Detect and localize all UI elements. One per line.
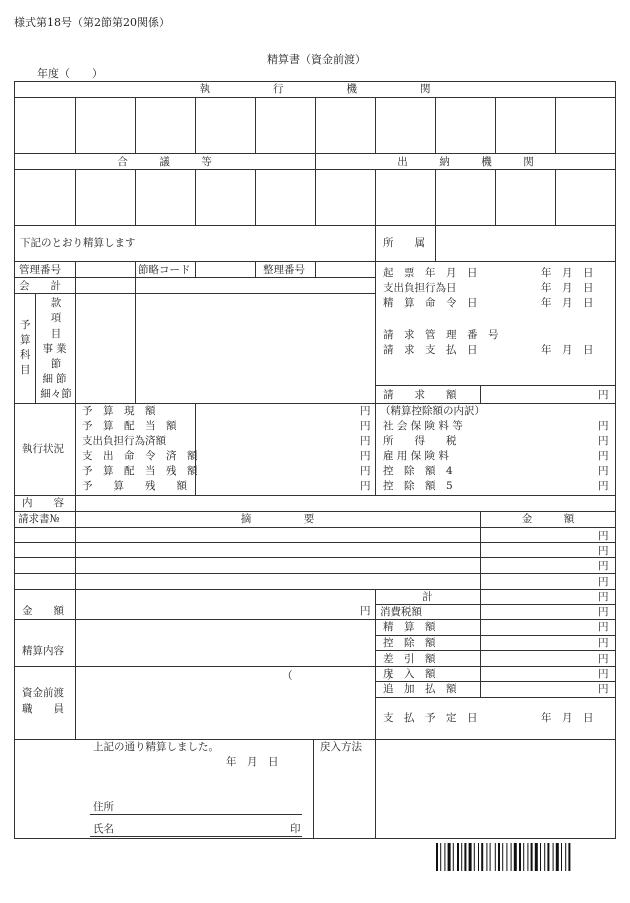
execution-agency-label: 執 行 機 関 <box>199 83 431 95</box>
deductions-heading: （精算控除額の内訳） <box>380 405 485 417</box>
deduction-row-2: 雇 用 保 険 料 <box>383 450 449 462</box>
amount-unit: 円 <box>360 605 371 617</box>
summary-unit-1: 円 <box>598 606 609 618</box>
exec-row-1: 予 算 配 当 額 <box>82 420 177 432</box>
ref-no-label: 整理番号 <box>263 264 305 276</box>
summary-label-5: 戻 入 額 <box>383 668 436 680</box>
budget-group-label: 予算科目 <box>20 319 31 376</box>
exec-unit-2: 円 <box>360 435 371 447</box>
accounting-label: 会 計 <box>19 280 61 292</box>
summary-unit-6: 円 <box>598 683 609 695</box>
fiscal-year: 年度（ ） <box>37 67 103 80</box>
execution-status-label: 執行状況 <box>22 443 64 455</box>
summary-unit-0: 円 <box>598 591 609 603</box>
deduction-row-4: 控 除 額 5 <box>383 480 453 492</box>
claims-header-amount: 金 額 <box>521 513 575 525</box>
settlement-details-label: 精算内容 <box>22 645 64 657</box>
mgmt-no-label: 管理番号 <box>19 264 61 276</box>
payment-date-value: 年 月 日 <box>541 712 594 724</box>
advance-officer-label-1: 資金前渡 <box>22 687 64 699</box>
claims-row-unit-1: 円 <box>598 545 609 557</box>
summary-unit-2: 円 <box>598 621 609 633</box>
info-value-2: 年 月 日 <box>541 297 594 309</box>
statement-text: 下記のとおり精算します <box>20 237 136 249</box>
contents-label: 内 容 <box>22 497 64 509</box>
budget-line-setsu: 節 <box>50 358 62 370</box>
summary-label-2: 精 算 額 <box>383 621 436 633</box>
affiliation-label: 所 属 <box>383 237 425 249</box>
summary-label-4: 差 引 額 <box>383 653 436 665</box>
barcode-image <box>436 843 608 871</box>
exec-row-0: 予 算 現 額 <box>82 405 156 417</box>
claims-header-no: 請求書№ <box>18 513 60 525</box>
budget-line-kan: 款 <box>50 297 62 309</box>
summary-label-3: 控 除 額 <box>383 637 436 649</box>
deduction-row-3: 控 除 額 4 <box>383 465 453 477</box>
exec-unit-0: 円 <box>360 405 371 417</box>
info-value-1: 年 月 日 <box>541 282 594 294</box>
info-label-4: 請 求 支 払 日 <box>383 344 478 356</box>
info-value-0: 年 月 日 <box>541 267 594 279</box>
summary-unit-5: 円 <box>598 668 609 680</box>
info-label-3: 請 求 管 理 番 号 <box>383 329 499 341</box>
claims-row-unit-3: 円 <box>598 576 609 588</box>
budget-line-kou: 項 <box>50 312 62 324</box>
deduction-unit-2: 円 <box>598 450 609 462</box>
exec-unit-5: 円 <box>360 480 371 492</box>
advance-officer-label-2: 職 員 <box>22 703 64 715</box>
exec-unit-4: 円 <box>360 465 371 477</box>
summary-unit-4: 円 <box>598 653 609 665</box>
summary-label-1: 消費税額 <box>380 606 422 618</box>
form-number: 様式第18号（第2節第20関係） <box>14 16 170 29</box>
budget-code-label: 節略コード <box>138 264 191 276</box>
claims-row-unit-2: 円 <box>598 560 609 572</box>
exec-row-5: 予 算 残 額 <box>82 480 187 492</box>
council-label: 合 議 等 <box>117 156 212 168</box>
treasury-label: 出 納 機 関 <box>397 156 534 168</box>
budget-line-saisetsu: 細節 <box>42 373 70 385</box>
info-label-1: 支出負担行為日 <box>383 282 457 294</box>
amount-label: 金 額 <box>22 605 64 617</box>
budget-line-jigyo: 事業 <box>42 343 70 355</box>
deduction-row-0: 社 会 保 険 料 等 <box>383 420 463 432</box>
exec-row-2: 支出負担行為済額 <box>82 435 166 447</box>
exec-unit-1: 円 <box>360 420 371 432</box>
exec-row-3: 支 出 命 令 済 額 <box>82 450 198 462</box>
deduction-unit-3: 円 <box>598 465 609 477</box>
claim-amount-unit: 円 <box>598 389 609 401</box>
deduction-row-1: 所 得 税 <box>383 435 457 447</box>
payment-date-label: 支 払 予 定 日 <box>383 712 478 724</box>
footer-date: 年 月 日 <box>226 756 279 768</box>
page-title: 精算書（資金前渡） <box>267 53 366 66</box>
claims-header-summary: 摘 要 <box>240 513 315 525</box>
summary-label-6: 追 加 払 額 <box>383 683 457 695</box>
seal-mark: 印 <box>290 823 301 835</box>
budget-line-saisaisetsu: 細々節 <box>40 388 72 400</box>
info-label-2: 精 算 命 令 日 <box>383 297 478 309</box>
info-label-0: 起 票 年 月 日 <box>383 267 478 279</box>
summary-unit-3: 円 <box>598 637 609 649</box>
summary-label-0: 計 <box>422 591 433 603</box>
footer-statement: 上記の通り精算しました。 <box>93 741 219 753</box>
name-label: 氏名 <box>93 823 114 835</box>
claims-row-unit-0: 円 <box>598 530 609 542</box>
claim-amount-label: 請 求 額 <box>383 389 457 401</box>
advance-officer-paren: （ ） <box>282 670 398 682</box>
deduction-unit-0: 円 <box>598 420 609 432</box>
deduction-unit-4: 円 <box>598 480 609 492</box>
refund-method-label: 戻入方法 <box>320 741 362 753</box>
deduction-unit-1: 円 <box>598 435 609 447</box>
exec-row-4: 予 算 配 当 残 額 <box>82 465 198 477</box>
address-label: 住所 <box>93 801 114 813</box>
budget-line-moku: 目 <box>50 328 62 340</box>
exec-unit-3: 円 <box>360 450 371 462</box>
info-value-4: 年 月 日 <box>541 344 594 356</box>
